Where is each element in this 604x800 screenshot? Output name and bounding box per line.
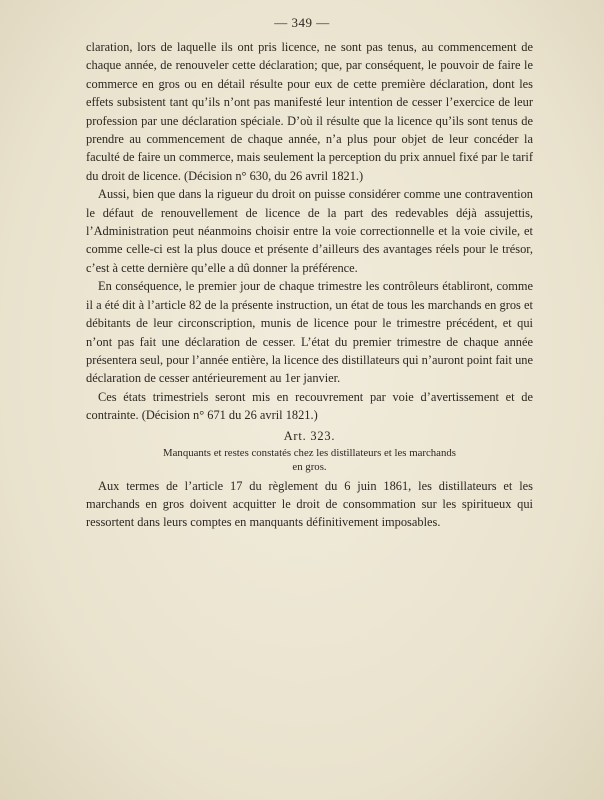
article-title xyxy=(86,446,533,474)
article-body: Aux termes de l’article 17 du règlement du 6 juin 1861, les distillateurs et les marchands en gros doivent acquitter le droit de consommation sur les spiritueux qui ressortent dans leurs comptes en manquants définitivement imposables. xyxy=(86,478,533,530)
paragraph-etats-trimestriels: Ces états trimestriels seront mis en recouvrement par voie d’avertissement et de contrainte. (Décision n° 671 du 26 avril 1821.) xyxy=(86,389,533,423)
paragraph-aussi: Aussi, bien que dans la rigueur du droit on puisse considérer comme une contravention le défaut de renouvellement de licence de la part des redevables déjà assujettis, l’Administration peut néanmoins choisir entre la voie correctionnelle et la voie civile, et comme celle-ci est la plus douce et présente d’ailleurs des avantages réels pour le trésor, c’est à cette dernière qu’elle a dû donner la préférence. xyxy=(86,187,533,275)
paragraph-en-consequence: En conséquence, le premier jour de chaque trimestre les contrôleurs établiront, comme il a été dit à l’article 82 de la présente instruction, un état de tous les marchands en gros et débitants de leur circonscription, munis de licence pour le trimestre précédent, et qui n’ont pas fait une déclaration de cesser. L’état du premier trimestre de chaque année présentera seul, pour l’année entière, la licence des distillateurs qui n’auront point fait une déclaration de cesser antérieurement au 1er janvier. xyxy=(86,279,533,386)
page-number: — 349 — xyxy=(274,15,330,30)
article-heading: Art. 323. xyxy=(283,428,336,443)
article-title-line-1: Manquants et restes constatés chez les distillateurs et les marchands xyxy=(163,446,456,459)
body-text xyxy=(86,38,533,532)
paragraph-continuation: claration, lors de laquelle ils ont pris licence, ne sont pas tenus, au commencement de chaque année, de renouveler cette déclaration; que, par conséquent, le pouvoir de faire le commerce en gros ou en détail résulte pour eux de cette première déclaration, dont les effets subsistent tant qu’ils n’ont pas manifesté leur intention de cesser l’exercice de leur profession par une déclaration spéciale. D’où il résulte que la licence qu’ils sont tenus de prendre au commencement de chaque année, n’a plus pour objet de leur concéder la faculté de faire un commerce, mais seulement la perception du prix annuel fixé par le tarif du droit de licence. (Décision n° 630, du 26 avril 1821.) xyxy=(86,40,533,183)
article-title-line-2: en gros. xyxy=(292,460,327,473)
